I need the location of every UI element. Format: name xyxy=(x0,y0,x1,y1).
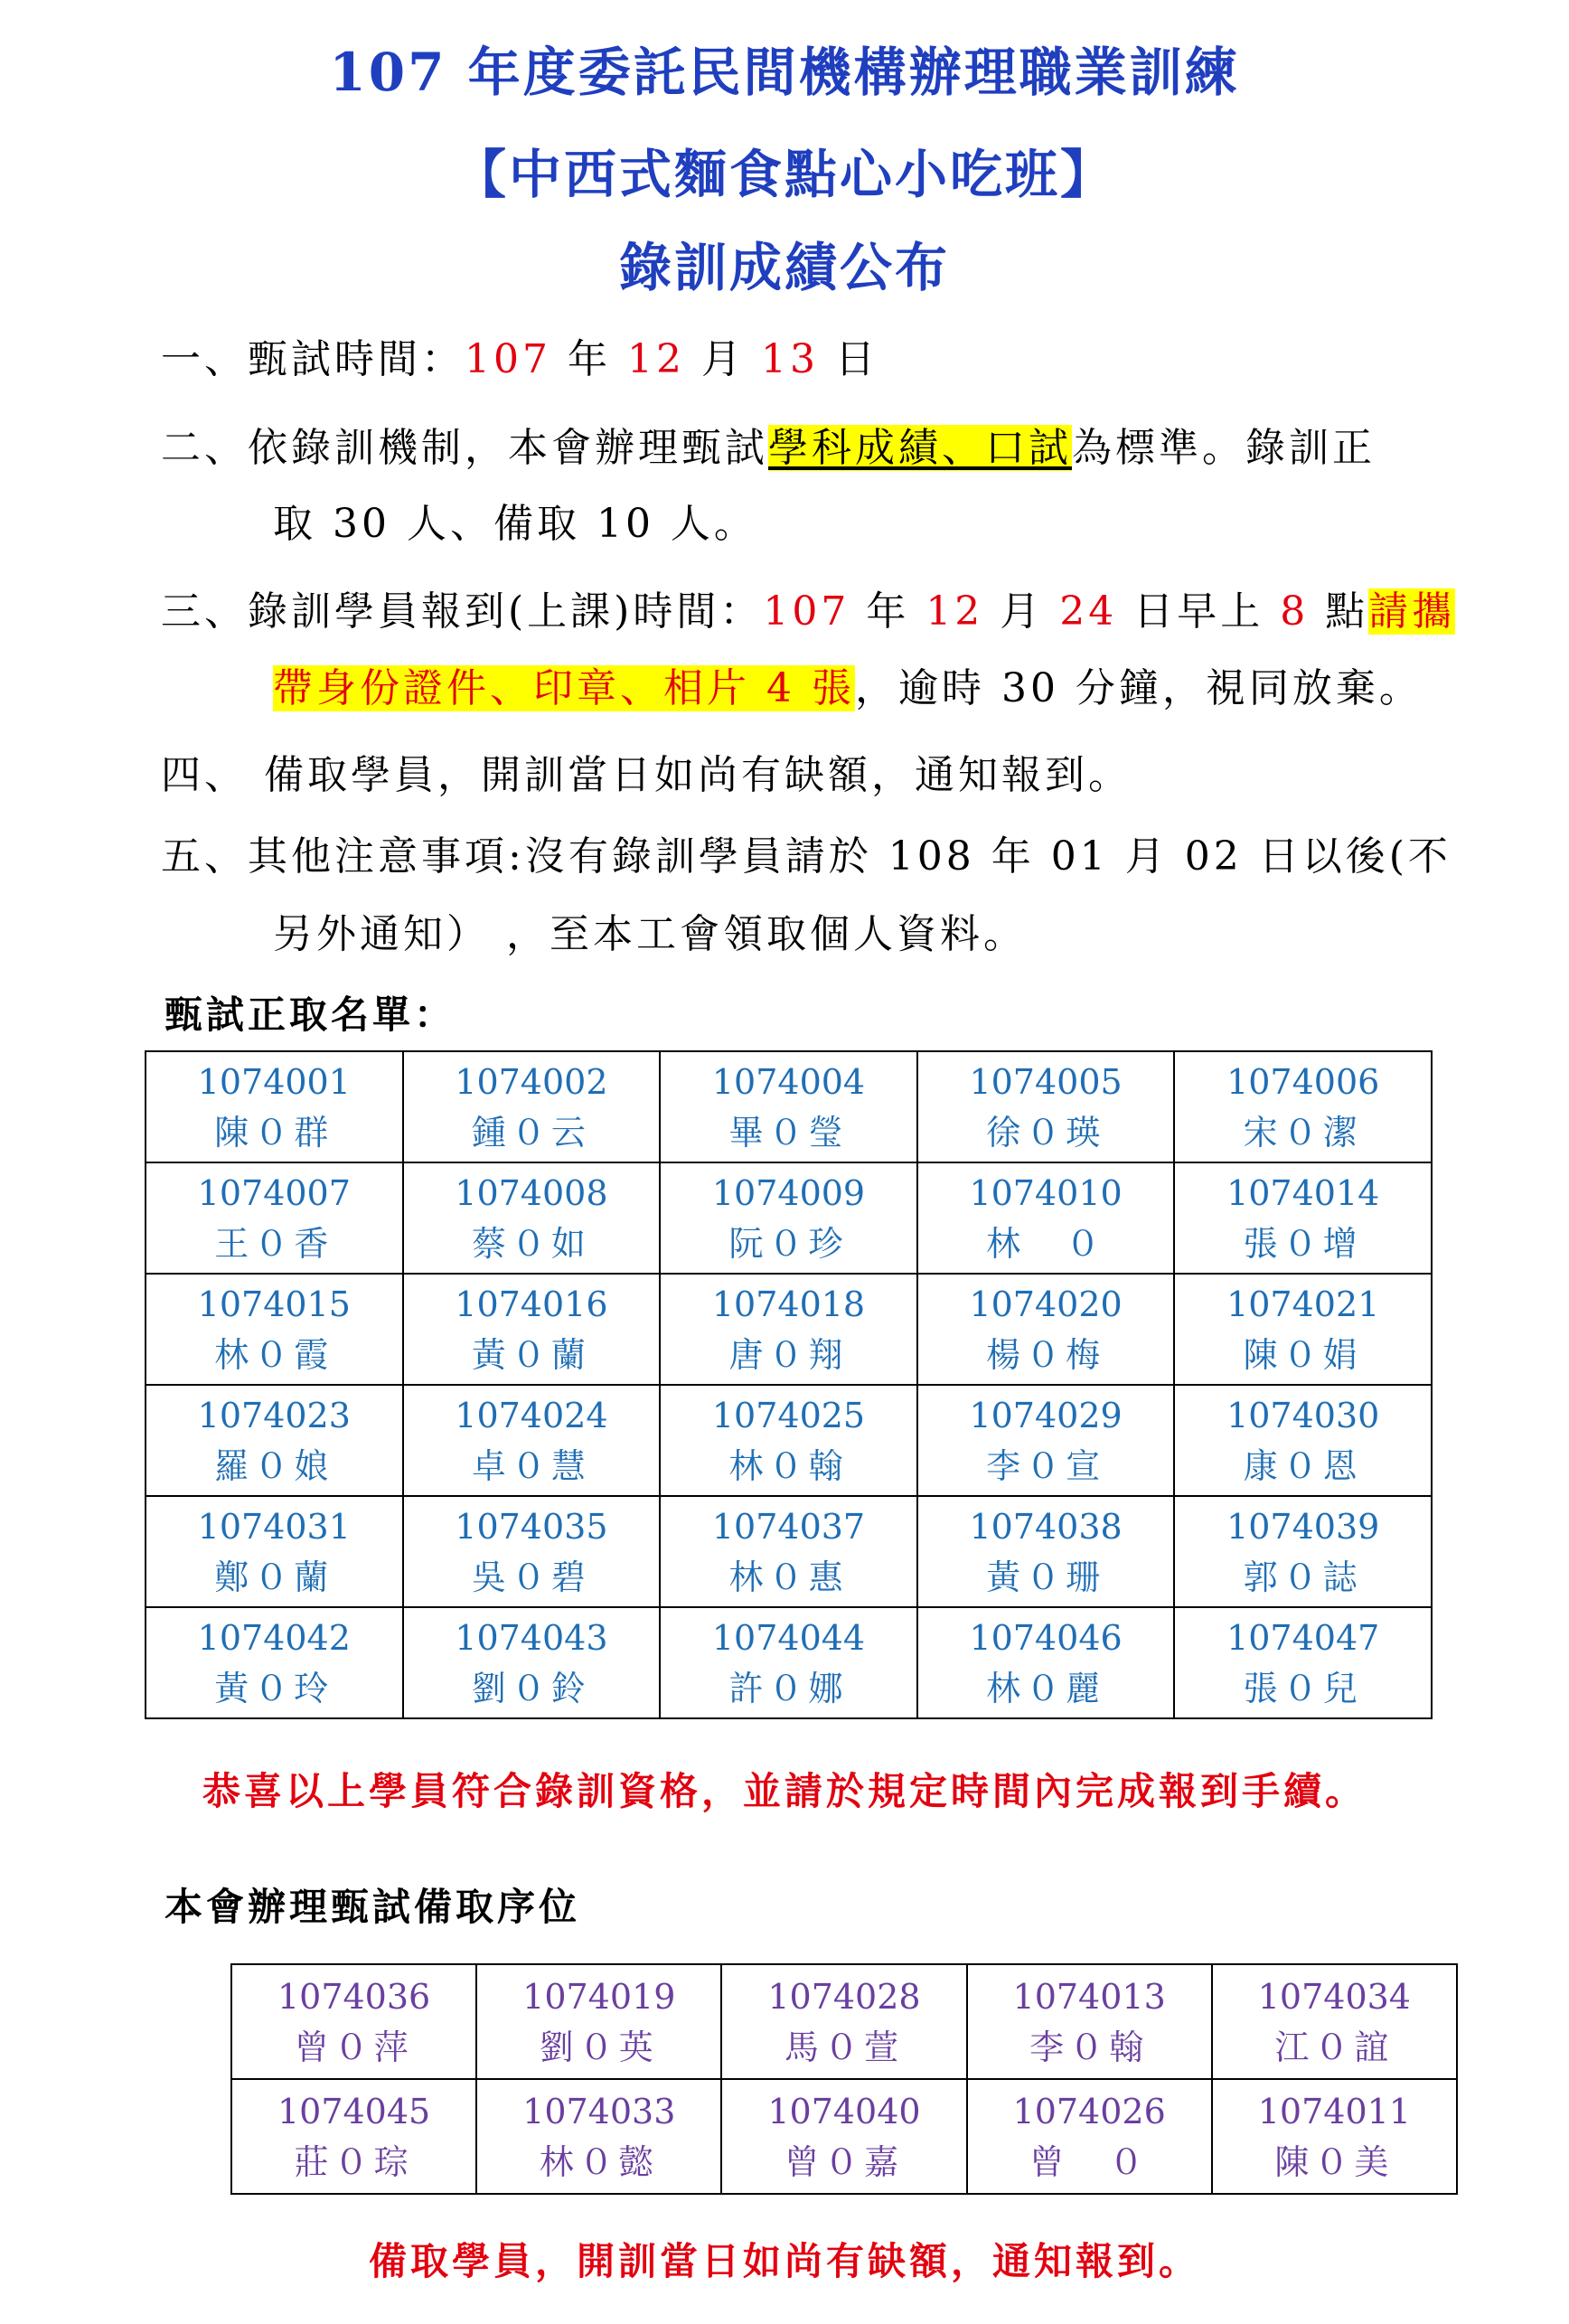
trainee-id: 1074018 xyxy=(711,1284,866,1324)
trainee-name: 蔡０如 xyxy=(471,1223,591,1264)
trainee-cell xyxy=(146,1496,403,1607)
item-admission-quota: 取 30 人、備取 10 人。 xyxy=(273,501,757,547)
trainee-cell xyxy=(403,1051,661,1162)
trainee-id: 1074025 xyxy=(711,1395,866,1435)
item-report-time: 三、錄訓學員報到(上課)時間：107 年 12 月 24 日早上 8 點請攜 xyxy=(161,588,1456,635)
trainee-name: 劉０英 xyxy=(539,2027,659,2067)
trainee-cell xyxy=(917,1607,1175,1718)
trainee-cell xyxy=(721,1964,966,2079)
trainee-name: 林０惠 xyxy=(728,1557,849,1597)
trainee-id: 1074028 xyxy=(767,1976,921,2017)
trainee-cell xyxy=(403,1385,661,1496)
backup-list-notice: 備取學員，開訓當日如尚有缺額，通知報到。 xyxy=(368,2239,1200,2283)
trainee-cell xyxy=(967,1964,1212,2079)
trainee-id: 1074013 xyxy=(1012,1976,1166,2017)
trainee-cell xyxy=(917,1496,1175,1607)
table-row xyxy=(146,1274,1432,1385)
trainee-name: 曾０萍 xyxy=(294,2027,414,2067)
table-row xyxy=(146,1496,1432,1607)
trainee-id: 1074045 xyxy=(277,2091,431,2131)
trainee-name: 王０香 xyxy=(214,1223,334,1264)
trainee-cell xyxy=(917,1162,1175,1274)
trainee-id: 1074030 xyxy=(1226,1395,1380,1435)
trainee-name: 畢０瑩 xyxy=(728,1112,849,1153)
trainee-cell xyxy=(231,2079,476,2194)
trainee-id: 1074036 xyxy=(277,1976,431,2017)
trainee-name: 曾 ０ xyxy=(1029,2141,1150,2182)
item-other-notes: 五、其他注意事項:沒有錄訓學員請於 108 年 01 月 02 日以後(不 xyxy=(161,833,1452,880)
trainee-name: 許０娜 xyxy=(728,1668,849,1708)
trainee-name: 陳０美 xyxy=(1274,2141,1395,2182)
trainee-id: 1074014 xyxy=(1226,1172,1380,1213)
trainee-id: 1074040 xyxy=(767,2091,921,2131)
table-row xyxy=(146,1607,1432,1718)
trainee-name: 宋０潔 xyxy=(1243,1112,1363,1153)
trainee-name: 林 ０ xyxy=(986,1223,1106,1264)
trainee-cell xyxy=(660,1496,917,1607)
trainee-id: 1074029 xyxy=(969,1395,1123,1435)
main-list-table xyxy=(145,1050,1433,1719)
trainee-name: 張０增 xyxy=(1243,1223,1363,1264)
trainee-cell xyxy=(1174,1607,1432,1718)
trainee-id: 1074035 xyxy=(455,1506,608,1547)
trainee-cell xyxy=(660,1385,917,1496)
trainee-cell xyxy=(476,2079,721,2194)
trainee-name: 康０恩 xyxy=(1243,1445,1363,1486)
trainee-name: 李０宣 xyxy=(986,1445,1106,1486)
trainee-id: 1074020 xyxy=(969,1284,1123,1324)
trainee-cell xyxy=(660,1274,917,1385)
trainee-id: 1074023 xyxy=(197,1395,351,1435)
trainee-name: 陳０娟 xyxy=(1243,1334,1363,1375)
trainee-name: 莊０琮 xyxy=(294,2141,414,2182)
backup-list-table xyxy=(230,1963,1458,2195)
trainee-cell xyxy=(660,1051,917,1162)
trainee-cell xyxy=(967,2079,1212,2194)
trainee-name: 徐０瑛 xyxy=(986,1112,1106,1153)
trainee-cell xyxy=(917,1385,1175,1496)
trainee-id: 1074001 xyxy=(197,1061,351,1102)
trainee-cell xyxy=(403,1607,661,1718)
trainee-cell xyxy=(917,1274,1175,1385)
trainee-id: 1074044 xyxy=(711,1617,866,1658)
trainee-name: 林０麗 xyxy=(986,1668,1106,1708)
trainee-name: 黃０珊 xyxy=(986,1557,1106,1597)
trainee-id: 1074046 xyxy=(969,1617,1123,1658)
trainee-id: 1074015 xyxy=(197,1284,351,1324)
trainee-id: 1074039 xyxy=(1226,1506,1380,1547)
item-backup-note: 四、 備取學員，開訓當日如尚有缺額，通知報到。 xyxy=(161,752,1132,798)
trainee-id: 1074019 xyxy=(522,1976,676,2017)
trainee-cell xyxy=(146,1385,403,1496)
item-report-requirements: 帶身份證件、印章、相片 4 張，逾時 30 分鐘，視同放棄。 xyxy=(273,665,1423,711)
trainee-name: 黃０玲 xyxy=(214,1668,334,1708)
trainee-name: 鍾０云 xyxy=(471,1112,591,1153)
trainee-name: 曾０嘉 xyxy=(784,2141,904,2182)
trainee-name: 劉０鈴 xyxy=(471,1668,591,1708)
trainee-id: 1074011 xyxy=(1257,2091,1411,2131)
trainee-id: 1074009 xyxy=(711,1172,866,1213)
main-list-label: 甄試正取名單： xyxy=(164,993,456,1037)
trainee-cell xyxy=(1212,2079,1457,2194)
trainee-cell xyxy=(146,1607,403,1718)
trainee-id: 1074002 xyxy=(455,1061,608,1102)
trainee-name: 鄭０蘭 xyxy=(214,1557,334,1597)
section-title: 錄訓成績公布 xyxy=(618,237,950,298)
trainee-cell xyxy=(1212,1964,1457,2079)
trainee-name: 吳０碧 xyxy=(471,1557,591,1597)
trainee-cell xyxy=(660,1162,917,1274)
trainee-cell xyxy=(721,2079,966,2194)
trainee-name: 陳０群 xyxy=(214,1112,334,1153)
table-row xyxy=(231,2079,1457,2194)
backup-list-label: 本會辦理甄試備取序位 xyxy=(164,1885,581,1929)
trainee-id: 1074008 xyxy=(455,1172,608,1213)
trainee-cell xyxy=(1174,1162,1432,1274)
trainee-id: 1074034 xyxy=(1257,1976,1411,2017)
trainee-name: 阮０珍 xyxy=(728,1223,849,1264)
trainee-name: 楊０梅 xyxy=(986,1334,1106,1375)
item-other-notes-cont: 另外通知） ，至本工會領取個人資料。 xyxy=(273,911,1027,957)
trainee-name: 黃０蘭 xyxy=(471,1334,591,1375)
table-row xyxy=(231,1964,1457,2079)
trainee-id: 1074031 xyxy=(197,1506,351,1547)
trainee-id: 1074026 xyxy=(1012,2091,1166,2131)
trainee-id: 1074038 xyxy=(969,1506,1123,1547)
trainee-cell xyxy=(1174,1051,1432,1162)
trainee-id: 1074042 xyxy=(197,1617,351,1658)
trainee-cell xyxy=(231,1964,476,2079)
trainee-name: 林０懿 xyxy=(539,2141,659,2182)
trainee-name: 林０翰 xyxy=(728,1445,849,1486)
trainee-name: 張０兒 xyxy=(1243,1668,1363,1708)
table-row xyxy=(146,1162,1432,1274)
trainee-id: 1074033 xyxy=(522,2091,676,2131)
trainee-name: 馬０萱 xyxy=(784,2027,904,2067)
trainee-name: 江０誼 xyxy=(1274,2027,1395,2067)
trainee-id: 1074043 xyxy=(455,1617,608,1658)
trainee-cell xyxy=(403,1496,661,1607)
trainee-cell xyxy=(476,1964,721,2079)
trainee-cell xyxy=(917,1051,1175,1162)
table-row xyxy=(146,1051,1432,1162)
course-name: 【中西式麵食點心小吃班】 xyxy=(453,144,1115,205)
trainee-name: 郭０誌 xyxy=(1243,1557,1363,1597)
trainee-id: 1074047 xyxy=(1226,1617,1380,1658)
main-list-notice: 恭喜以上學員符合錄訓資格，並請於規定時間內完成報到手續。 xyxy=(202,1769,1367,1813)
trainee-id: 1074016 xyxy=(455,1284,608,1324)
trainee-id: 1074006 xyxy=(1226,1061,1380,1102)
item-exam-time: 一、甄試時間：107 年 12 月 13 日 xyxy=(161,336,878,382)
trainee-cell xyxy=(1174,1385,1432,1496)
trainee-cell xyxy=(146,1274,403,1385)
trainee-name: 李０翰 xyxy=(1029,2027,1150,2067)
item-admission-criteria: 二、依錄訓機制，本會辦理甄試學科成績、口試為標準。錄訓正 xyxy=(161,425,1376,471)
trainee-id: 1074037 xyxy=(711,1506,866,1547)
trainee-name: 羅０娘 xyxy=(214,1445,334,1486)
trainee-cell xyxy=(403,1162,661,1274)
trainee-id: 1074021 xyxy=(1226,1284,1380,1324)
trainee-id: 1074010 xyxy=(969,1172,1123,1213)
trainee-cell xyxy=(1174,1496,1432,1607)
trainee-name: 卓０慧 xyxy=(471,1445,591,1486)
trainee-cell xyxy=(1174,1274,1432,1385)
trainee-id: 1074007 xyxy=(197,1172,351,1213)
trainee-name: 林０霞 xyxy=(214,1334,334,1375)
trainee-cell xyxy=(660,1607,917,1718)
table-row xyxy=(146,1385,1432,1496)
trainee-id: 1074024 xyxy=(455,1395,608,1435)
trainee-cell xyxy=(146,1162,403,1274)
trainee-id: 1074004 xyxy=(711,1061,866,1102)
trainee-id: 1074005 xyxy=(969,1061,1123,1102)
trainee-cell xyxy=(146,1051,403,1162)
page-title: 107 年度委託民間機構辦理職業訓練 xyxy=(329,42,1240,103)
trainee-cell xyxy=(403,1274,661,1385)
trainee-name: 唐０翔 xyxy=(728,1334,849,1375)
